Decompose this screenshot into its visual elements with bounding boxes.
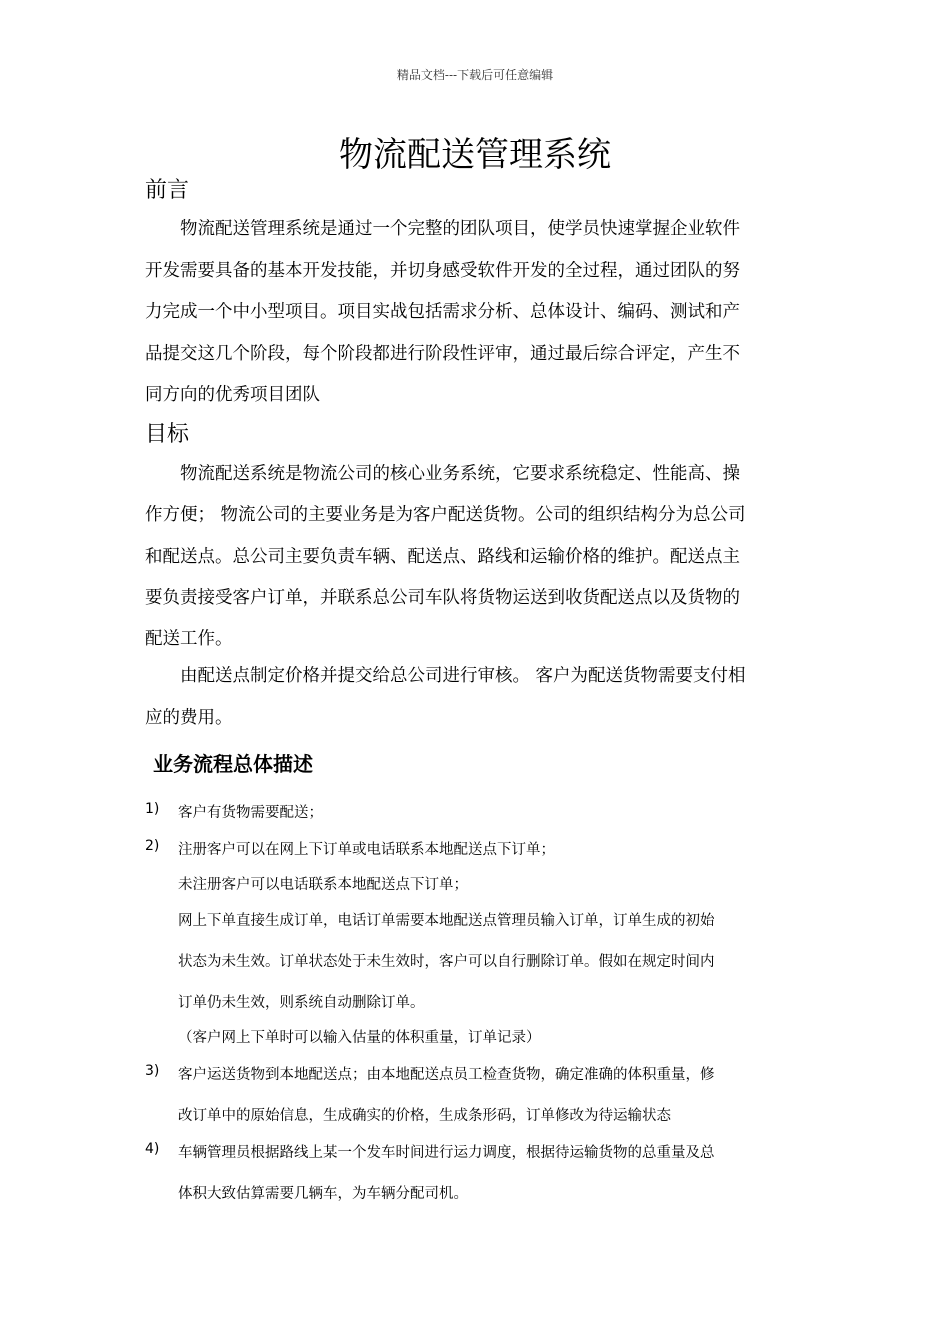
paragraph-line: 开发需要具备的基本开发技能，并切身感受软件开发的全过程，通过团队的努 xyxy=(145,261,740,281)
list-item-text: （客户网上下单时可以输入估量的体积重量，订单记录） xyxy=(178,1030,541,1046)
section-heading-preface: 前言 xyxy=(145,178,190,203)
list-item-text: 车辆管理员根据路线上某一个发车时间进行运力调度，根据待运输货物的总重量及总 xyxy=(178,1145,715,1161)
paragraph-line: 物流配送管理系统是通过一个完整的团队项目，使学员快速掌握企业软件 xyxy=(145,219,740,239)
list-item-text: 未注册客户可以电话联系本地配送点下订单； xyxy=(178,877,468,893)
section-heading-goal: 目标 xyxy=(145,422,190,447)
list-item-text: 网上下单直接生成订单，电话订单需要本地配送点管理员输入订单，订单生成的初始 xyxy=(178,913,715,929)
list-item-text: 客户运送货物到本地配送点；由本地配送点员工检查货物，确定准确的体积重量，修 xyxy=(178,1067,715,1083)
paragraph-line: 作方便； 物流公司的主要业务是为客户配送货物。公司的组织结构分为总公司 xyxy=(145,505,746,525)
list-number: 1) xyxy=(145,801,160,817)
paragraph-line: 力完成一个中小型项目。项目实战包括需求分析、总体设计、编码、测试和产 xyxy=(145,302,740,322)
list-number: 3) xyxy=(145,1063,160,1079)
paragraph-line: 同方向的优秀项目团队 xyxy=(145,385,320,405)
paragraph-line: 和配送点。总公司主要负责车辆、配送点、路线和运输价格的维护。配送点主 xyxy=(145,547,740,567)
document-title: 物流配送管理系统 xyxy=(339,135,611,175)
list-number: 4) xyxy=(145,1141,160,1157)
list-item-text: 订单仍未生效，则系统自动删除订单。 xyxy=(178,995,425,1011)
list-item-text: 状态为未生效。订单状态处于未生效时，客户可以自行删除订单。假如在规定时间内 xyxy=(178,954,715,970)
paragraph-line: 由配送点制定价格并提交给总公司进行审核。 客户为配送货物需要支付相 xyxy=(145,666,746,686)
paragraph-line: 配送工作。 xyxy=(145,629,233,649)
list-item-text: 客户有货物需要配送； xyxy=(178,805,323,821)
list-item-text: 体积大致估算需要几辆车，为车辆分配司机。 xyxy=(178,1186,468,1202)
paragraph-line: 品提交这几个阶段，每个阶段都进行阶段性评审，通过最后综合评定，产生不 xyxy=(145,344,740,364)
paragraph-line: 要负责接受客户订单，并联系总公司车队将货物运送到收货配送点以及货物的 xyxy=(145,588,740,608)
list-item-text: 注册客户可以在网上下订单或电话联系本地配送点下订单； xyxy=(178,842,555,858)
paragraph-line: 应的费用。 xyxy=(145,708,233,728)
paragraph-line: 物流配送系统是物流公司的核心业务系统，它要求系统稳定、性能高、操 xyxy=(145,464,740,484)
section-heading-process: 业务流程总体描述 xyxy=(153,752,313,776)
watermark-header: 精品文档---下载后可任意编辑 xyxy=(396,68,554,82)
list-number: 2) xyxy=(145,838,160,854)
list-item-text: 改订单中的原始信息，生成确实的价格，生成条形码，订单修改为待运输状态 xyxy=(178,1108,671,1124)
